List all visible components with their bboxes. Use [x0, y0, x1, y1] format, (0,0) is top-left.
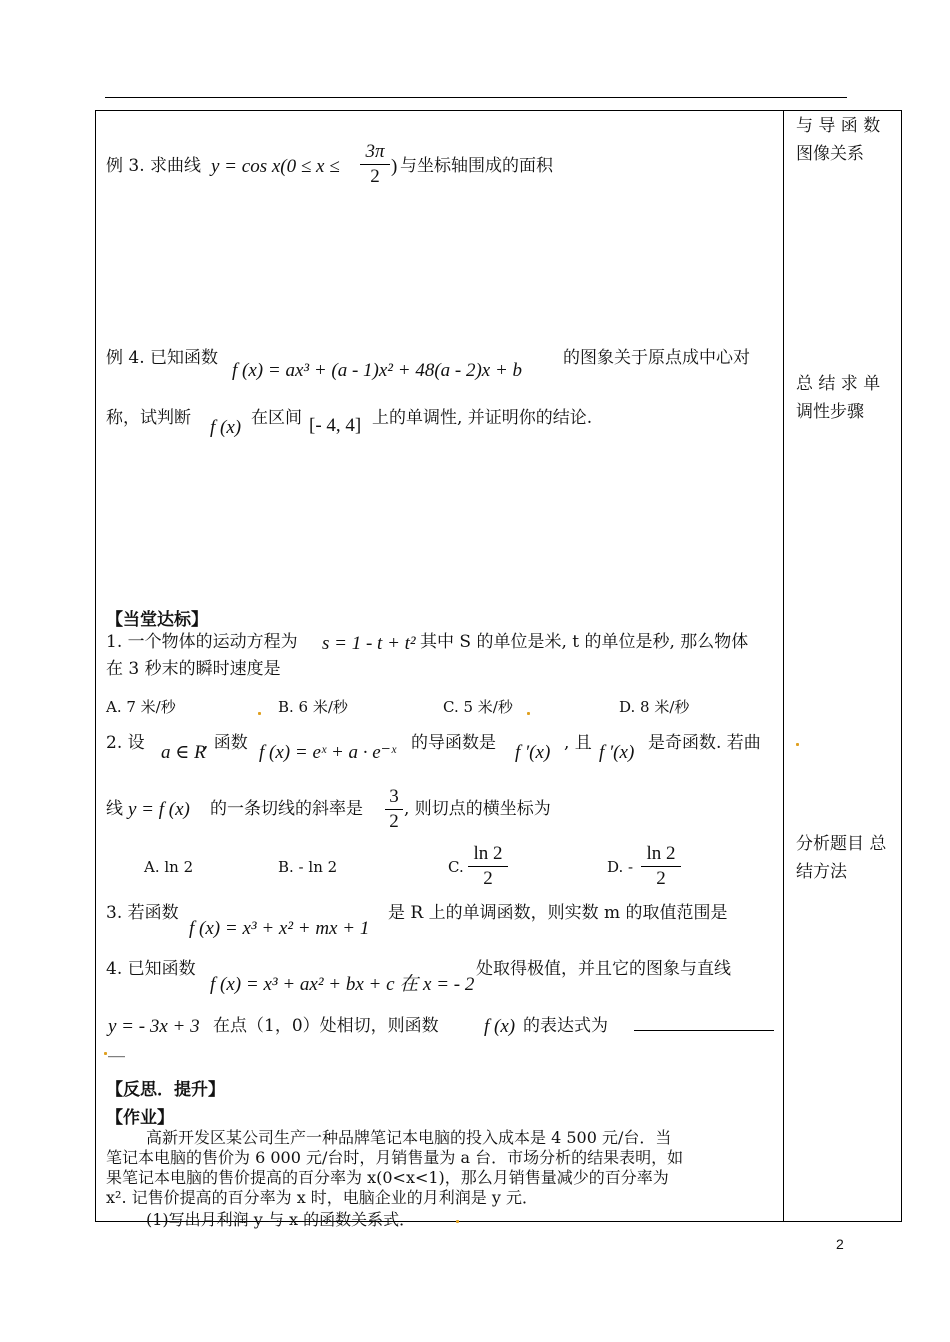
- q2-option-c-fraction: [468, 843, 508, 890]
- mark-dot: [258, 712, 261, 715]
- q2-formula: f (x) = eˣ + a · e⁻ˣ: [259, 742, 397, 763]
- section-reflect-heading: 【反思．提升】: [106, 1080, 225, 1100]
- q2-text-a: 2. 设: [106, 733, 145, 753]
- q2-option-b: B. - ln 2: [278, 858, 338, 876]
- q1-text-b: 其中 S 的单位是米, t 的单位是秒, 那么物体: [420, 632, 749, 652]
- q2-option-d-bar: [641, 866, 681, 867]
- ex3-suffix: 与坐标轴围成的面积: [400, 156, 553, 176]
- mark-dot: [527, 712, 530, 715]
- ex4-line2-a: 称，试判断: [106, 408, 191, 428]
- page-number: 2: [836, 1236, 844, 1252]
- ex3-frac-num: 3π: [365, 141, 385, 162]
- q2-option-d-den: 2: [656, 868, 666, 889]
- q2-option-d-fraction: [641, 843, 681, 890]
- mark-dot: [796, 743, 799, 746]
- q4-line2-formula: y = - 3x + 3: [108, 1016, 200, 1037]
- ex3-formula: y = cos x(0 ≤ x ≤: [211, 156, 340, 177]
- q1-line2: 在 3 秒末的瞬时速度是: [106, 659, 281, 679]
- header-rule: [105, 97, 847, 98]
- homework-line-2: 笔记本电脑的售价为 6 000 元/台时，月销售量为 a 台．市场分析的结果表明，如: [106, 1148, 684, 1167]
- q4-line2-b: 在点（1，0）处相切，则函数: [213, 1016, 439, 1036]
- ex3-frac-bar: [360, 164, 390, 165]
- section-homework-heading: 【作业】: [106, 1108, 174, 1128]
- homework-line-5: (1)写出月利润 y 与 x 的函数关系式．: [146, 1210, 416, 1229]
- q2-slope-den: 2: [389, 811, 399, 832]
- q2-text-b: , 函数: [203, 733, 248, 753]
- q4-tail: __: [108, 1038, 125, 1058]
- q4-answer-blank: [634, 1030, 774, 1031]
- ex4-suffix: 的图象关于原点成中心对: [563, 348, 750, 368]
- ex4-line2-c: 上的单调性, 并证明你的结论.: [372, 408, 593, 428]
- q2-line2-a: 线: [106, 799, 123, 819]
- q2-derivative-2: f ′(x): [599, 742, 635, 763]
- q2-text-c: 的导函数是: [411, 733, 496, 753]
- q1-option-b: B. 6 米/秒: [278, 698, 348, 716]
- note-derivative-graph: 与 导 函 数 图像关系: [796, 116, 881, 164]
- ex4-formula: f (x) = ax³ + (a - 1)x² + 48(a - 2)x + b: [232, 360, 523, 381]
- notes-column-divider: [783, 110, 784, 1222]
- q2-text-e: 是奇函数. 若曲: [648, 733, 761, 753]
- q2-line2-formula: y = f (x): [128, 799, 190, 820]
- note-analyze-summarize: 分析题目 总结方法: [796, 834, 887, 882]
- q4-line2-c: 的表达式为: [523, 1016, 608, 1036]
- q2-option-c-num: ln 2: [473, 843, 503, 864]
- ex3-prefix: 例 3. 求曲线: [106, 156, 202, 176]
- ex4-fx: f (x): [210, 417, 242, 438]
- mark-dot: [456, 1220, 459, 1223]
- q3-text-b: 是 R 上的单调函数，则实数 m 的取值范围是: [388, 903, 728, 923]
- q3-text-a: 3. 若函数: [106, 903, 179, 923]
- q1-option-c: C. 5 米/秒: [443, 698, 513, 716]
- ex4-interval: [- 4, 4]: [309, 415, 362, 436]
- q1-option-a: A. 7 米/秒: [106, 698, 176, 716]
- homework-line-1: 高新开发区某公司生产一种品牌笔记本电脑的投入成本是 4 500 元/台．当: [146, 1128, 672, 1147]
- q2-line2-c: , 则切点的横坐标为: [404, 799, 551, 819]
- q2-slope-fraction: [385, 786, 403, 833]
- q2-slope-bar: [385, 809, 403, 810]
- q2-slope-num: 3: [389, 786, 399, 807]
- q1-option-d: D. 8 米/秒: [619, 698, 690, 716]
- homework-line-3: 果笔记本电脑的售价提高的百分率为 x(0<x<1)，那么月销售量减少的百分率为: [106, 1168, 669, 1187]
- ex3-formula-close: ): [391, 156, 398, 177]
- q2-option-c-den: 2: [483, 868, 493, 889]
- q3-formula: f (x) = x³ + x² + mx + 1: [189, 918, 370, 939]
- q2-option-a: A. ln 2: [144, 858, 194, 876]
- ex3-fraction: [360, 141, 390, 188]
- q2-option-c-bar: [468, 866, 508, 867]
- homework-line-4: x². 记售价提高的百分率为 x 时，电脑企业的月利润是 y 元．: [106, 1188, 539, 1207]
- q2-set: a ∈ R: [161, 742, 206, 763]
- q4-formula: f (x) = x³ + ax² + bx + c 在 x = - 2: [210, 974, 475, 995]
- ex4-prefix: 例 4. 已知函数: [106, 348, 219, 368]
- q4-text-a: 4. 已知函数: [106, 959, 196, 979]
- note-monotonic-steps: 总 结 求 单 调性步骤: [796, 374, 881, 422]
- ex4-line2-b: 在区间: [251, 408, 302, 428]
- q2-line2-b: 的一条切线的斜率是: [210, 799, 363, 819]
- q1-text-a: 1. 一个物体的运动方程为: [106, 632, 298, 652]
- q1-formula: s = 1 - t + t²: [322, 633, 416, 654]
- q4-fx: f (x): [484, 1016, 516, 1037]
- q2-option-d-label: D. -: [607, 858, 634, 876]
- q2-text-d: , 且: [564, 733, 592, 753]
- mark-dot: [104, 1052, 107, 1055]
- q2-option-d-num: ln 2: [646, 843, 676, 864]
- q4-text-b: 处取得极值，并且它的图象与直线: [476, 959, 731, 979]
- section-practice-heading: 【当堂达标】: [106, 610, 208, 630]
- q2-derivative: f ′(x): [515, 742, 551, 763]
- q2-option-c-label: C.: [448, 858, 464, 876]
- ex3-frac-den: 2: [370, 166, 380, 187]
